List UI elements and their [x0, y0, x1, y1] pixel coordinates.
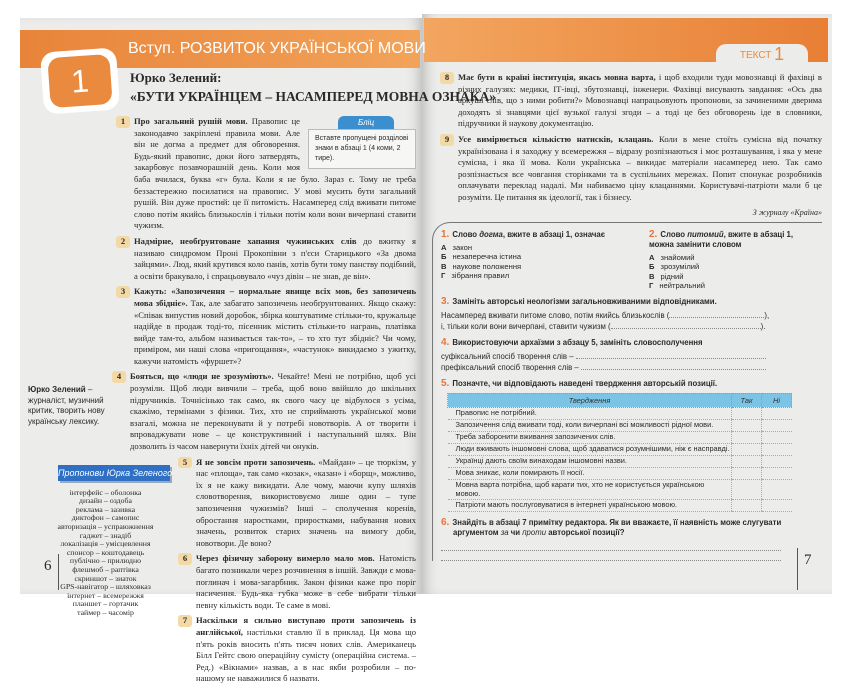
- yes-cell[interactable]: [732, 479, 762, 499]
- option-letter: Г: [649, 281, 654, 291]
- task-2: [649, 230, 814, 291]
- table-row: [448, 407, 792, 419]
- paragraph-lead: Має бути в країні інституція, якась мовна варта,: [458, 72, 656, 82]
- article-headline: «БУТИ УКРАЇНЦЕМ – НАСАМПЕРЕД МОВНА ОЗНАКА»: [130, 89, 497, 104]
- option-text: зрозумілий: [660, 262, 700, 272]
- task-question: , вжите в абзаці 1, означає: [502, 229, 606, 239]
- task-question: аргументом: [453, 527, 501, 537]
- paragraph-text: до вжитку я називаю синдромом Проні Прокопівни з п'єси Старицького «За двома зайцями». Люд, який крутився коло панів, хотів бути тому панству подібний, а освіти бракувало, і спрацьовувало «чуз дівін – не знав, де він».: [134, 235, 416, 281]
- paragraph-number: 4: [112, 371, 126, 383]
- statement-cell: Мовна варта потрібна, щоб карати тих, хто не користується українською мовою.: [448, 479, 732, 499]
- blitz-text: Вставте пропущені розділові знаки в абзаці 1 (4 коми, 2 тире).: [308, 129, 416, 169]
- task-keyword: догма: [479, 229, 503, 239]
- proposals-label: Пропонови Юрка Зеленого: [58, 465, 170, 481]
- word-pair: авторизація – успраюжнення: [57, 522, 154, 531]
- blitz-tab: Бліц: [338, 116, 394, 129]
- paragraph-text: Правопис це законодавчо закріплені правила мови. Але він не догма а предмет для обговорення. Будь-який правопис, доки його затвердять, закарбовує позавчорашній день. Коли моя баба вчилася, буква «г» була. Коли я не було. Зараз є. Тому не треба беззастережно посилатися на правопис. У мові мусить бути загальний рушій. Він дуже простий: це її питомість. Насамперед слід вживати питоме слово потім якийсь близькослів і тільки потім коли вони вичерпані ставити чужизм.: [134, 116, 416, 231]
- table-row: [448, 499, 792, 511]
- answer-line[interactable]: [441, 553, 781, 561]
- section-title: Вступ. РОЗВИТОК УКРАЇНСЬКОЇ МОВИ: [128, 40, 426, 57]
- task-line: префіксальний спосіб творення слів –: [441, 362, 579, 372]
- yes-cell[interactable]: [732, 499, 762, 511]
- option-letter: В: [649, 271, 655, 281]
- task-question: авторської позиції?: [546, 527, 625, 537]
- left-text-column: [28, 116, 418, 689]
- task-question: Замініть авторські неологізми загальновживаними відповідниками.: [452, 296, 717, 306]
- paragraph-9: [440, 134, 822, 204]
- paragraph-7: [178, 615, 416, 685]
- lesson-number: 1: [47, 54, 112, 108]
- text-tab-number: 1: [774, 44, 785, 64]
- table-header-row: [448, 393, 792, 407]
- answer-blank[interactable]: [576, 351, 766, 359]
- paragraph-text: Чекайте! Мені не потрібно, щоб усі розуміли. Щоб люди вивчили – треба, щоб воно ввійшло до шкільних підручників. Точнісінько так само, як свого часу це відбулося з усіма, скажімо, термінами з фізики. Тих, хто не сприймають української мови взагалі, можна не переконувати й у потребі новотворів. А от творити і впроваджувати нове – це конструктивний і наступальний шлях. Він дозволить із часом навернути їхніх дітей чи онуків.: [130, 371, 416, 452]
- answer-option[interactable]: [649, 253, 814, 263]
- blitz-box: [308, 116, 416, 169]
- word-pair: інтернет – всемережжя: [67, 590, 144, 600]
- no-cell[interactable]: [762, 479, 792, 499]
- paragraph-lead: Наскільки я сильно виступаю проти запозичень із англійської,: [196, 615, 416, 637]
- paragraph-lead: Надмірне, необґрунтоване хапання чужинських слів: [134, 235, 357, 246]
- word-pair: флешмоб – раптівка: [72, 564, 139, 574]
- paragraph-8: [440, 72, 822, 130]
- option-text: незаперечна істина: [452, 252, 522, 262]
- paragraph-text: Натомість багато позникали через розчинення в іншій. Завжди є мова-поглинач і мова-загарбник. Закон фізики каже про поріг насичення. Будь-яка губка може в себе вибрати тільки певну кількість води. Те саме в мові.: [196, 553, 416, 610]
- table-row: [448, 467, 792, 479]
- no-cell[interactable]: [762, 455, 792, 467]
- header-no: Ні: [762, 393, 792, 407]
- task-keyword: питомий: [687, 229, 724, 239]
- no-cell[interactable]: [762, 419, 792, 431]
- paragraph-5: [178, 457, 416, 550]
- table-row: [448, 443, 792, 455]
- paragraph-lead: Через фізичну заборону вимерло мало мов.: [196, 553, 375, 564]
- option-letter: Б: [649, 262, 655, 272]
- option-letter: Б: [441, 252, 447, 262]
- word-pair: реклама – зазивка: [75, 504, 136, 514]
- table-row: [448, 479, 792, 499]
- word-pair: планшет – гортачик: [72, 599, 139, 609]
- word-pair: гаджет – знадіб: [79, 530, 132, 540]
- paragraph-lead: Кажуть: «Запозичення – нормальне явище всіх мов, без запозичень мова збідніє».: [134, 286, 416, 308]
- header-statement: Твердження: [448, 393, 732, 407]
- task-number: 3.: [441, 295, 450, 307]
- no-cell[interactable]: [762, 467, 792, 479]
- statement-cell: Правопис не потрібний.: [448, 407, 732, 419]
- task-number: 6.: [441, 516, 450, 528]
- yes-cell[interactable]: [732, 455, 762, 467]
- yes-cell[interactable]: [732, 407, 762, 419]
- answer-option[interactable]: [441, 243, 631, 253]
- paragraph-1: [116, 116, 416, 232]
- word-pair: локалізація – умісцевлення: [60, 539, 151, 549]
- paragraph-lead: Я не зовсім проти запозичень.: [196, 456, 316, 467]
- paragraph-6: [178, 553, 416, 611]
- task-5: [441, 379, 786, 389]
- paragraph-number: 5: [178, 457, 192, 469]
- statement-cell: Люди вживають іншомовні слова, щоб здаватися розумнішими, ніж є насправді.: [448, 443, 732, 455]
- header-yes: Так: [732, 393, 762, 407]
- task-1-options: [441, 243, 631, 281]
- paragraph-number: 3: [116, 286, 130, 298]
- task-number: 4.: [441, 336, 450, 348]
- answer-option[interactable]: [649, 272, 814, 282]
- paragraph-number: 8: [440, 72, 454, 84]
- no-cell[interactable]: [762, 407, 792, 419]
- paragraph-3: [116, 286, 416, 367]
- option-letter: Г: [441, 271, 446, 281]
- answer-option[interactable]: [441, 271, 631, 281]
- answer-blank[interactable]: [669, 310, 764, 318]
- word-pair: GPS-навігатор – шляховказ: [60, 582, 151, 592]
- tasks-1-2-row: [441, 230, 822, 297]
- paragraph-text: і щоб входили туди мовознавці й фахівці в різних галузях: медики, ІТ-івці, збутознавці, інженери. Фахівці висувають завдання: «Ось два аркуші слів, що з ними робити?» Мовознавці напрацьовують пропонови, за зачиненими дверима доходять зі знавцями цієї вузької галузі згоди – а тоді це без обговорень іде в словники, підручники й наукову документацію.: [458, 72, 822, 129]
- table-row: [448, 431, 792, 443]
- task-question: чи: [508, 527, 523, 537]
- page-number-rule: [58, 554, 59, 590]
- option-text: нейтральний: [659, 281, 705, 291]
- word-pair: спонсор – коштодавець: [66, 547, 145, 557]
- statement-cell: Патріоти мають послуговуватися в інтернеті українською мовою.: [448, 499, 732, 511]
- answer-blank[interactable]: [611, 321, 761, 329]
- task-number: 2.: [649, 228, 658, 240]
- no-cell[interactable]: [762, 443, 792, 455]
- paragraph-text: Так, але забагато запозичень необґрунтованих. Якщо скажу: «Співак випустив новий доробок, збірка коштуватиме стільки-то, кружальце надійде в продаж тоді-то, пісенник містить стільки-то награнь, платівка вийде там-то, альбом називається так-то», – то хто тут збідніє? Чи чому, приміром, ми наші слова «пригощання», «частунок» викидаємо з ужитку, кажучи натомість «фуршет»?: [134, 297, 416, 366]
- paragraph-lead: Про загальний рушій мови.: [134, 116, 248, 126]
- word-pair: диктофон – самопис: [71, 513, 140, 523]
- word-pair: таймер – часомір: [77, 607, 134, 617]
- statement-cell: Мова зникає, коли помирають її носії.: [448, 467, 732, 479]
- option-text: рідний: [660, 271, 684, 281]
- article-author: Юрко Зелений:: [130, 70, 222, 85]
- lesson-badge: [40, 47, 120, 114]
- option-text: зібрання правил: [451, 271, 510, 281]
- yes-cell[interactable]: [732, 431, 762, 443]
- page-number-right: 7: [804, 552, 812, 568]
- option-letter: А: [441, 242, 447, 252]
- task-keyword: за: [500, 527, 509, 537]
- text-tab-label: ТЕКСТ: [739, 50, 772, 61]
- paragraph-number: 1: [116, 116, 130, 128]
- task-1: [441, 230, 631, 281]
- bio-row: [28, 371, 418, 456]
- statement-cell: Українці дають своїм винаходам іншомовні назви.: [448, 455, 732, 467]
- option-text: наукове положення: [452, 261, 522, 271]
- source-citation: З журналу «Країна»: [752, 207, 822, 217]
- word-pair: скриншот – зиаток: [74, 573, 137, 583]
- lower-row: [28, 457, 418, 689]
- yes-cell[interactable]: [732, 443, 762, 455]
- no-cell[interactable]: [762, 431, 792, 443]
- task-question: Використовуючи архаїзми з абзацу 5, замініть словосполучення: [452, 337, 703, 347]
- task-number: 1.: [441, 228, 450, 240]
- paragraph-number: 6: [178, 553, 192, 565]
- paragraph-number: 2: [116, 236, 130, 248]
- answer-blank[interactable]: [581, 362, 766, 370]
- statement-cell: Треба заборонити вживання запозичених слів.: [448, 431, 732, 443]
- paragraphs-5-7: [178, 457, 416, 689]
- no-cell[interactable]: [762, 499, 792, 511]
- option-letter: А: [649, 252, 655, 262]
- answer-option[interactable]: [649, 281, 814, 291]
- task-2-options: [649, 253, 814, 291]
- statement-cell: Запозичення слід вживати тоді, коли вичерпані всі можливості рідної мови.: [448, 419, 732, 431]
- option-letter: В: [441, 261, 447, 271]
- bio-name: Юрко Зелений: [28, 385, 86, 395]
- task-question: Слово: [660, 229, 688, 239]
- word-pair: інтерфейс – оболонка: [69, 487, 142, 497]
- task-line: і, тільки коли вони вичерпані, ставити чужизм (: [441, 321, 611, 331]
- task-question: Слово: [452, 229, 480, 239]
- proposals-sidebar: [28, 457, 178, 618]
- page-number-left: 6: [44, 558, 52, 574]
- task-question: , вжите в абзаці 1, можна замінити словом: [649, 229, 794, 249]
- answer-option[interactable]: [441, 262, 631, 272]
- author-bio: [28, 371, 112, 427]
- paragraph-text: настільки ставлю її в приклад. Ця мова що п'ять років вносить п'ять тисяч нових слів. Американець Білл Гейтс свою операційну сумісту (операційна система. – Ред.) «Вікнами» назвав, а в нас якби розробили – по-нашому не наважилися б назвати.: [196, 626, 416, 684]
- word-pair: дизайн – оздоба: [79, 496, 132, 506]
- answer-option[interactable]: [441, 252, 631, 262]
- task-6: [441, 518, 786, 561]
- task-3: 3. Замініть авторські неологізми загальновживаними відповідниками. Насамперед вживати питоме слово, потім якийсь близькослів ( ), і, тільки коли вони вичерпані, ставити чужизм ( ).: [441, 295, 770, 331]
- paragraph-number: 7: [178, 615, 192, 627]
- option-text: знайомий: [660, 252, 695, 262]
- answer-option[interactable]: [649, 262, 814, 272]
- task-keyword: проти: [522, 527, 547, 537]
- paragraph-4: [112, 371, 416, 452]
- task-number: 5.: [441, 377, 450, 389]
- tasks-frame: [432, 222, 822, 561]
- answer-line[interactable]: [441, 543, 781, 551]
- word-pair: публічно – прилюдно: [69, 556, 142, 566]
- task-line: суфіксальний спосіб творення слів –: [441, 351, 574, 361]
- table-row: [448, 419, 792, 431]
- paragraph-number: 9: [440, 134, 454, 146]
- table-row: [448, 455, 792, 467]
- paragraph-2: [116, 236, 416, 282]
- option-text: закон: [452, 242, 473, 252]
- text-tab: [716, 44, 808, 64]
- paragraph-text: «Майдан» – це тюркізм, у нас «площа», так само «козак», «казан» і «борщ», можливо, їх я не кажу викидати. Але чому, маючи купу шляхів словотворення, використовуємо лише один – тупе запозичення чужизмів? Інші – сполучення коренів, обростання наростками, приростками, набування нових значень, розвиток старих значень на вимогу доби, новотвори. Де воно?: [196, 456, 416, 548]
- task-question: Знайдіть в абзаці 7 примітку редактора. Як ви вважаєте, її наявність може слугувати: [452, 517, 782, 527]
- bio-text: – журналіст, музичний критик, творить нову українську лексику.: [28, 385, 105, 426]
- yes-cell[interactable]: [732, 419, 762, 431]
- yes-cell[interactable]: [732, 467, 762, 479]
- statements-table: [447, 393, 792, 512]
- right-text-column: [440, 72, 822, 567]
- task-4: [441, 338, 786, 373]
- paragraph-text: Коли в мене стоїть сумісна від початку українізована і я заходжу у всемережжя – відразу розпізнаються і моє розташування, і яка у мене сумісна, і яка її мова. Коли українська – викидає матеріали насамперед нею. Так само розпізнається все човгання сторінками та в суспільних мережах. Попит спонукає розробників оплачувати переклад надалі. Ми набиваємо ціну клацаннями. Користувачі-патріоти мали б це розуміти. Це питання як ідеології, так і бізнесу.: [458, 133, 822, 202]
- paragraph-lead: Бояться, що «люди не зрозуміють».: [130, 371, 274, 382]
- page-number-rule: [797, 548, 798, 590]
- paragraph-lead: Усе вимірюється кількістю натисків, клацань.: [458, 133, 654, 144]
- task-question: Позначте, чи відповідають наведені твердження авторській позиції.: [452, 378, 718, 388]
- task-line: Насамперед вживати питоме слово, потім якийсь близькослів (: [441, 310, 670, 320]
